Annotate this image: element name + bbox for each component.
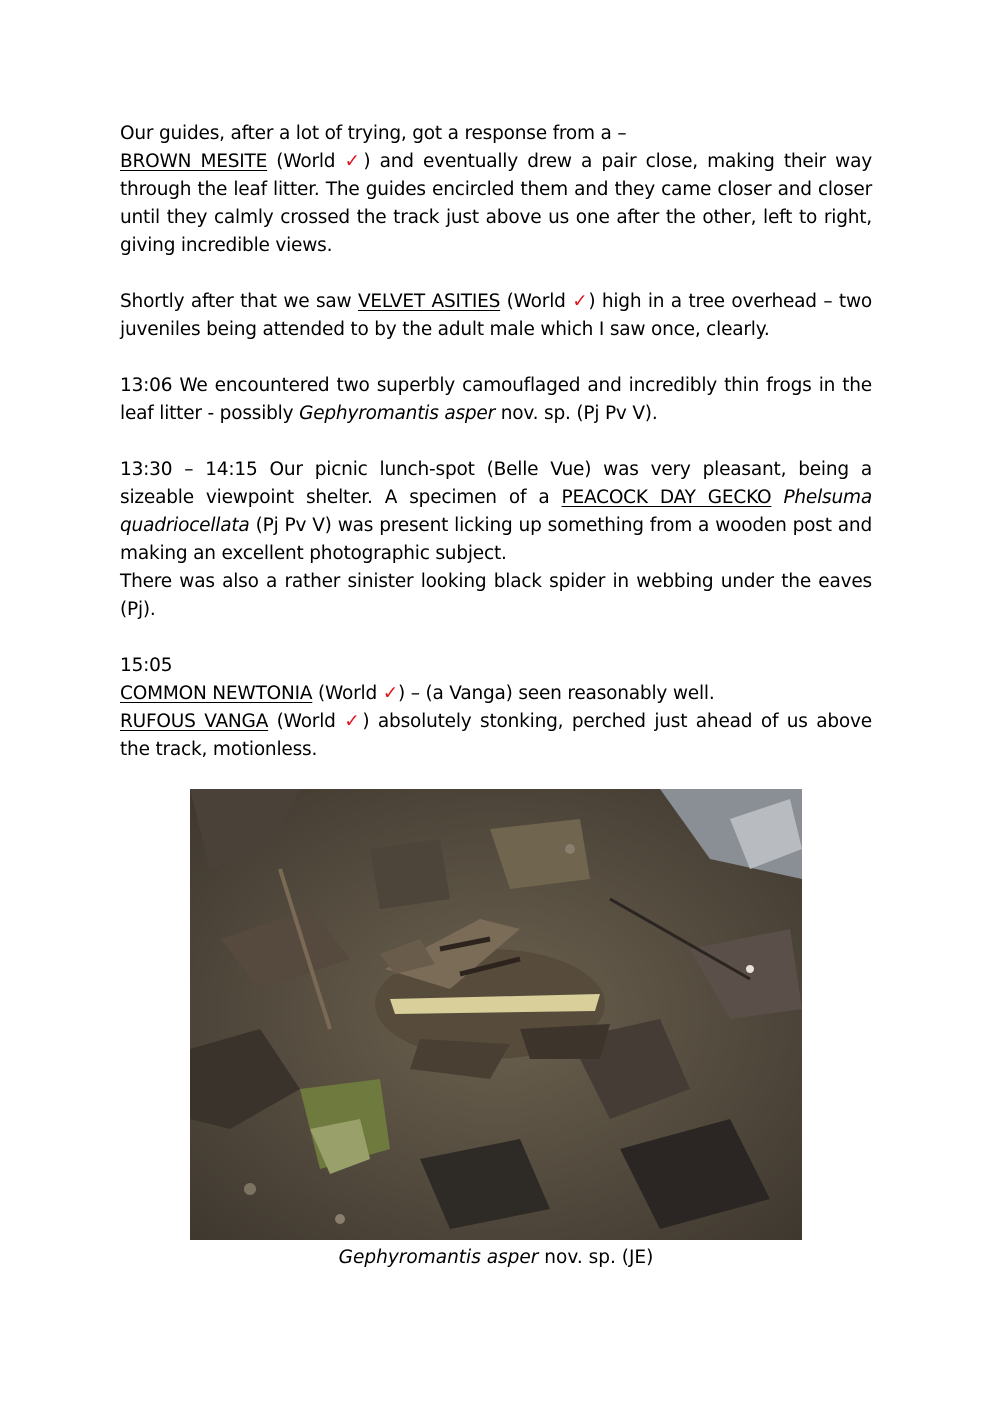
world-label: (World xyxy=(312,683,383,704)
red-check-icon: ✓ xyxy=(572,291,589,312)
paragraph-text: 13:06 We encountered two superbly camouflaged and incredibly thin frogs in the leaf litter - possibly xyxy=(120,375,872,424)
body-text xyxy=(120,120,872,792)
world-label: (World xyxy=(500,291,573,312)
scientific-name: Phelsuma quadriocellata xyxy=(120,487,872,536)
paragraph-text: 13:30 – 14:15 Our picnic lunch-spot (Belle Vue) was very pleasant, being a sizeable viewpoint shelter. A specimen of a xyxy=(120,459,872,508)
paragraph-text: (Pj Pv V) was present licking up something from a wooden post and making an excellent photographic subject. xyxy=(120,515,872,564)
paragraph-text: ) – (a Vanga) seen reasonably well. xyxy=(398,683,715,704)
timestamp: 15:05 xyxy=(120,655,173,676)
red-check-icon: ✓ xyxy=(344,151,364,172)
world-label: (World xyxy=(268,711,345,732)
frog-photo-illustration xyxy=(190,789,802,1240)
species-common-newtonia: COMMON NEWTONIA xyxy=(120,683,313,704)
red-check-icon: ✓ xyxy=(382,683,399,704)
species-rufous-vanga: RUFOUS VANGA xyxy=(120,711,269,732)
intro-text: Our guides, after a lot of trying, got a response from a – xyxy=(120,123,627,144)
paragraph-text: There was also a rather sinister looking black spider in webbing under the eaves (Pj). xyxy=(120,571,872,620)
caption-scientific-name: Gephyromantis asper xyxy=(338,1247,539,1268)
paragraph-text: nov. sp. (Pj Pv V). xyxy=(495,403,658,424)
paragraph-text: ) absolutely stonking, perched just ahead of us above the track, motionless. xyxy=(120,711,872,760)
paragraph-text: Shortly after that we saw xyxy=(120,291,358,312)
paragraph-frogs xyxy=(120,372,872,428)
paragraph-lunch xyxy=(120,456,872,624)
caption-text: nov. sp. (JE) xyxy=(538,1247,654,1268)
paragraph-1505 xyxy=(120,652,872,764)
paragraph-velvet-asities xyxy=(120,288,872,344)
species-peacock-day-gecko: PEACOCK DAY GECKO xyxy=(561,487,772,508)
species-velvet-asities: VELVET ASITIES xyxy=(357,291,501,312)
species-brown-mesite: BROWN MESITE xyxy=(120,151,268,172)
red-check-icon: ✓ xyxy=(344,711,363,732)
paragraph-text: ) high in a tree overhead – two juveniles being attended to by the adult male which I saw once, clearly. xyxy=(120,291,872,340)
paragraph-brown-mesite xyxy=(120,120,872,260)
photo-caption xyxy=(190,1244,802,1272)
frog-photo xyxy=(190,789,802,1240)
world-label: (World xyxy=(267,151,345,172)
paragraph-text: ) and eventually drew a pair close, making their way through the leaf litter. The guides encircled them and they came closer and closer until they calmly crossed the track just above us one after the other, left to right, giving incredible views. xyxy=(120,151,872,256)
scientific-name: Gephyromantis asper xyxy=(299,403,496,424)
